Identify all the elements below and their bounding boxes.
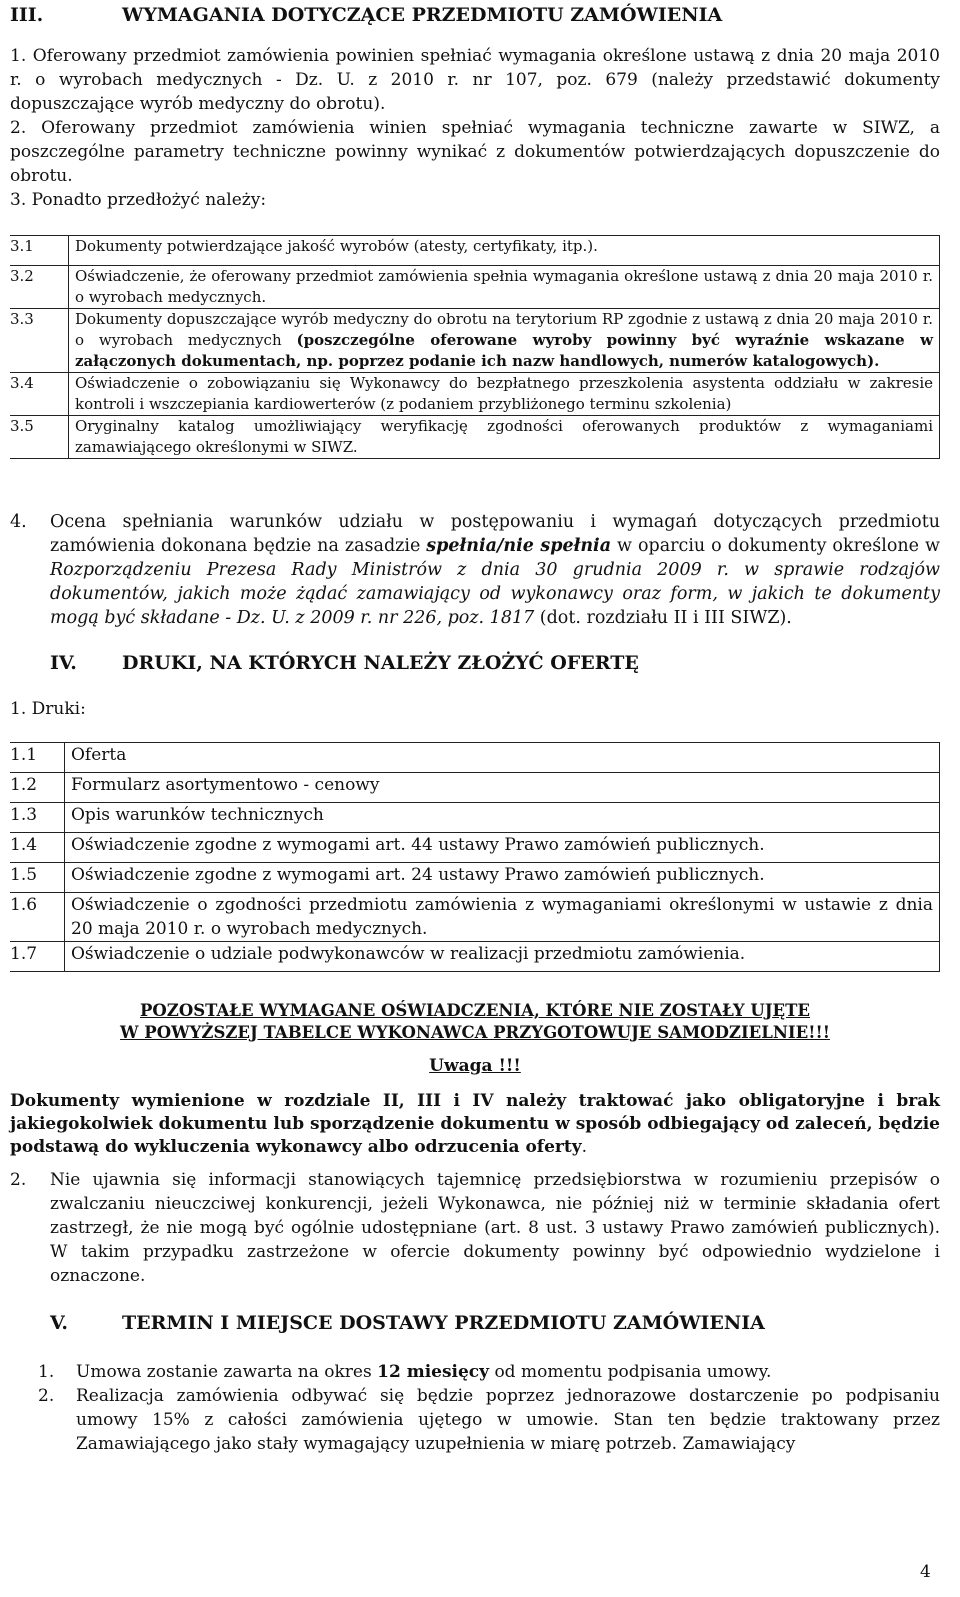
- row-number: 3.2: [10, 266, 69, 309]
- notice-line: POZOSTAŁE WYMAGANE OŚWIADCZENIA, KTÓRE NIE ZOSTAŁY UJĘTE: [140, 1001, 810, 1020]
- section-iv-heading: [50, 652, 639, 674]
- section-number: III.: [10, 4, 44, 26]
- row-text: Oświadczenie o udziale podwykonawców w realizacji przedmiotu zamówienia.: [65, 942, 940, 972]
- item-text: Oferowany przedmiot zamówienia winien spełniać wymagania techniczne zawarte w SIWZ, a poszczególne parametry techniczne powinny wynikać z dokumentów potwierdzających dopuszczenie do obrotu.: [10, 118, 940, 186]
- row-text: Formularz asortymentowo - cenowy: [65, 773, 940, 803]
- row-text: Oświadczenie, że oferowany przedmiot zamówienia spełnia wymagania określone ustawą z dnia 20 maja 2010 r. o wyrobach medycznych.: [69, 266, 940, 309]
- forms-table: [10, 742, 940, 972]
- row-text: Oświadczenie o zgodności przedmiotu zamówienia z wymaganiami określonymi w ustawie z dnia 20 maja 2010 r. o wyrobach medycznych.: [65, 893, 940, 942]
- warning-paragraph: Dokumenty wymienione w rozdziale II, III i IV należy traktować jako obligatoryjne i brak jakiegokolwiek dokumentu lub sporządzenie dokumentu w sposób odbiegający od zaleceń, będzie podstawą do wykluczenia wykonawcy albo odrzucenia oferty.: [10, 1091, 940, 1157]
- table-row: [10, 309, 940, 373]
- item-number: 4.: [10, 512, 27, 532]
- confidentiality-item: [10, 1168, 940, 1288]
- table-row: [10, 803, 940, 833]
- table-row: [10, 266, 940, 309]
- notice-line: W POWYŻSZEJ TABELCE WYKONAWCA PRZYGOTOWUJE SAMODZIELNIE!!!: [120, 1023, 830, 1042]
- item-number: 3.: [10, 190, 27, 210]
- row-number: 3.4: [10, 373, 69, 416]
- section-title: TERMIN I MIEJSCE DOSTAWY PRZEDMIOTU ZAMÓWIENIA: [122, 1312, 765, 1334]
- item-number: 1.: [10, 46, 27, 66]
- item-text: Ponadto przedłożyć należy:: [31, 190, 267, 210]
- table-row: [10, 893, 940, 942]
- table-row: [10, 773, 940, 803]
- row-text: Dokumenty potwierdzające jakość wyrobów (atesty, certyfikaty, itp.).: [69, 236, 940, 266]
- section-iii-heading: [10, 4, 723, 26]
- page-number: 4: [920, 1562, 931, 1582]
- row-number: 3.3: [10, 309, 69, 373]
- requirement-item-3: [10, 188, 940, 212]
- row-number: 1.5: [10, 863, 65, 893]
- row-number: 1.6: [10, 893, 65, 942]
- row-text: Oryginalny katalog umożliwiający weryfikację zgodności oferowanych produktów z wymaganiami zamawiającego określonymi w SIWZ.: [69, 416, 940, 459]
- row-number: 3.1: [10, 236, 69, 266]
- notice: [10, 1000, 940, 1044]
- delivery-item-2: [38, 1384, 940, 1456]
- documents-table: [10, 235, 940, 459]
- section-number: IV.: [50, 652, 77, 674]
- table-row: [10, 743, 940, 773]
- requirement-item-4: 4. Ocena spełniania warunków udziału w postępowaniu i wymagań dotyczących przedmiotu zamówienia dokonana będzie na zasadzie spełnia/nie spełnia w oparciu o dokumenty określone w Rozporządzeniu Prezesa Rady Ministrów z dnia 30 grudnia 2009 r. w sprawie rodzajów dokumentów, jakich może żądać zamawiający od wykonawcy oraz form, w jakich te dokumenty mogą być składane - Dz. U. z 2009 r. nr 226, poz. 1817 (dot. rozdziału II i III SIWZ).: [10, 512, 940, 628]
- row-number: 1.4: [10, 833, 65, 863]
- table-row: [10, 863, 940, 893]
- section-title: DRUKI, NA KTÓRYCH NALEŻY ZŁOŻYĆ OFERTĘ: [122, 652, 639, 674]
- requirement-item-1: [10, 44, 940, 116]
- item-number: 1.: [38, 1362, 55, 1382]
- item-text: Realizacja zamówienia odbywać się będzie poprzez jednorazowe dostarczenie po podpisaniu umowy 15% z całości zamówienia ujętego w umowie. Stan ten będzie traktowany przez Zamawiającego jako stały wymagający uzupełnienia w miarę potrzeb. Zamawiający: [76, 1386, 940, 1454]
- row-number: 1.1: [10, 743, 65, 773]
- uwaga-label: Uwaga !!!: [429, 1056, 521, 1076]
- row-text: Oświadczenie zgodne z wymogami art. 44 ustawy Prawo zamówień publicznych.: [65, 833, 940, 863]
- item-text: Nie ujawnia się informacji stanowiących tajemnicę przedsiębiorstwa w rozumieniu przepisów o zwalczaniu nieuczciwej konkurencji, jeżeli Wykonawca, nie później niż w terminie składania ofert zastrzegł, że nie mogą być ogólnie udostępniane (art. 8 ust. 3 ustawy Prawo zamówień publicznych). W takim przypadku zastrzeżone w ofercie dokumenty powinny być odpowiednio wydzielone i oznaczone.: [50, 1170, 940, 1286]
- section-v-heading: [50, 1312, 765, 1334]
- row-text: Dokumenty dopuszczające wyrób medyczny do obrotu na terytorium RP zgodnie z ustawą z dnia 20 maja 2010 r. o wyrobach medycznych (poszczególne oferowane wyroby powinny być wyraźnie wskazane w załączonych dokumentach, np. poprzez podanie ich nazw handlowych, numerów katalogowych).: [69, 309, 940, 373]
- row-number: 1.2: [10, 773, 65, 803]
- row-text: Oferta: [65, 743, 940, 773]
- row-text: Oświadczenie zgodne z wymogami art. 24 ustawy Prawo zamówień publicznych.: [65, 863, 940, 893]
- druki-label: 1. Druki:: [10, 699, 86, 719]
- requirement-item-2: [10, 116, 940, 188]
- row-number: 1.3: [10, 803, 65, 833]
- table-row: [10, 236, 940, 266]
- item-text: Oferowany przedmiot zamówienia powinien spełniać wymagania określone ustawą z dnia 20 maja 2010 r. o wyrobach medycznych - Dz. U. z 2010 r. nr 107, poz. 679 (należy przedstawić dokumenty dopuszczające wyrób medyczny do obrotu).: [10, 46, 940, 114]
- table-row: [10, 833, 940, 863]
- section-number: V.: [50, 1312, 69, 1334]
- item-number: 2.: [10, 1170, 27, 1190]
- section-title: WYMAGANIA DOTYCZĄCE PRZEDMIOTU ZAMÓWIENIA: [122, 4, 723, 26]
- delivery-item-1: 1. Umowa zostanie zawarta na okres 12 miesięcy od momentu podpisania umowy.: [38, 1362, 772, 1382]
- table-row: [10, 373, 940, 416]
- item-number: 2.: [10, 118, 27, 138]
- item-number: 2.: [38, 1386, 55, 1406]
- table-row: [10, 942, 940, 972]
- row-text: Oświadczenie o zobowiązaniu się Wykonawcy do bezpłatnego przeszkolenia asystenta oddziału w zakresie kontroli i wszczepiania kardiowerterów (z podaniem przybliżonego terminu szkolenia): [69, 373, 940, 416]
- row-text: Opis warunków technicznych: [65, 803, 940, 833]
- row-number: 1.7: [10, 942, 65, 972]
- table-row: [10, 416, 940, 459]
- row-number: 3.5: [10, 416, 69, 459]
